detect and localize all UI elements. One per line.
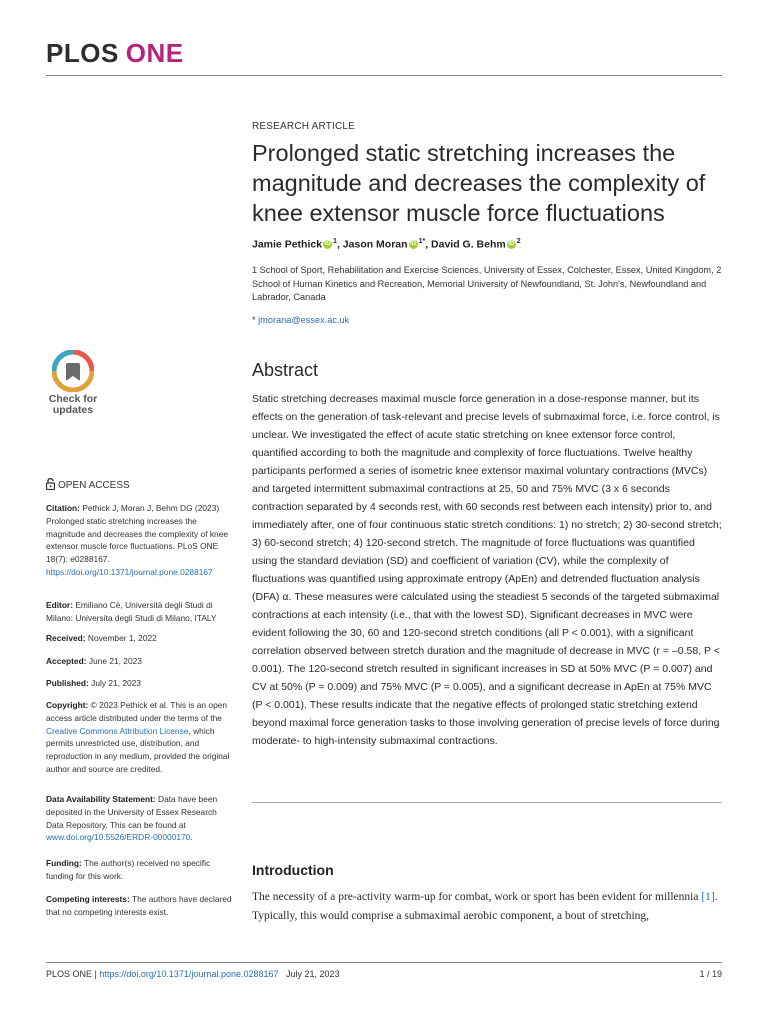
- competing-interests-label: Competing interests:: [46, 894, 130, 904]
- author-affiliation-marker: 1: [333, 238, 337, 245]
- data-availability-text: Data have been deposited in the University of Essex Research Data Repository. This can be found at: [46, 794, 218, 830]
- author-list: Jamie Pethick iD $^1$, Jason Moran iD $^{1*}$, David G. Behm iD $^2$: [252, 238, 521, 251]
- accepted-date: [46, 655, 234, 668]
- logo-plos: PLOS: [46, 38, 119, 68]
- open-access-label: OPEN ACCESS: [58, 480, 130, 491]
- email-link[interactable]: jmorana@essex.ac.uk: [258, 315, 350, 325]
- abstract-text: Static stretching decreases maximal muscle force generation in a dose-response manner, but its effects on the generation of task-relevant and precise levels of submaximal force, i.e. force control, is unclear. We investigated the effect of acute static stretching on knee extensor force control, quantified according to both the magnitude and complexity of force fluctuations. Twelve healthy participants performed a series of isometric knee extensor maximal voluntary contractions (MVCs) and targeted intermittent submaximal contractions at 25, 50 and 75% MVC (3 x 6 seconds contraction separated by 4 seconds rest, with 60 seconds rest between each intensity) prior to, and immediately after, one of four continuous static stretch conditions: 1) no stretch; 2) 30-second stretch; 3) 60-second stretch; 4) 120-second stretch. The magnitude of force fluctuations was quantified using the standard deviation (SD) and coefficient of variation (CV), while the complexity of fluctuations was quantified using approximate entropy (ApEn) and detrended fluctuation analysis (DFA) α. These measures were calculated using the steadiest 5 seconds of the targeted submaximal contractions at each intensity (i.e., that with the lowest SD). Significant decreases in MVC were evident following the 30, 60 and 120-second stretch conditions (all P < 0.001), with a significant correlation observed between stretch duration and the magnitude of decrease in MVC (r = –0.58, P < 0.001). The 120-second stretch resulted in significant increases in SD at 50% MVC (P = 0.007) and CV at 50% (P = 0.009) and 75% MVC (P = 0.005), and a significant decrease in ApEn at 75% MVC (P < 0.001). These results indicate that the negative effects of prolonged static stretching extend beyond maximal force generation tasks to those involving generation of precise levels of force during moderate- to high-intensity submaximal contractions.: [252, 393, 722, 747]
- author-affiliation-marker: 1*: [418, 238, 426, 245]
- data-availability-end: .: [190, 832, 193, 843]
- citation-block: [46, 502, 234, 579]
- competing-interests-block: [46, 893, 234, 919]
- check-for-updates-badge[interactable]: [45, 350, 101, 416]
- copyright-label: Copyright:: [46, 700, 89, 710]
- orcid-icon[interactable]: iD: [508, 241, 515, 248]
- header-divider: [46, 75, 722, 76]
- funding-block: [46, 857, 234, 883]
- orcid-icon[interactable]: iD: [324, 241, 331, 248]
- footer-divider: [46, 962, 722, 963]
- data-doi-link[interactable]: www.doi.org/10.5526/ERDR-00000170: [46, 832, 191, 843]
- footer-date: July 21, 2023: [286, 969, 340, 979]
- check-for-updates-label: Check for updates: [48, 393, 98, 416]
- received-value: November 1, 2022: [87, 633, 157, 643]
- orcid-icon[interactable]: iD: [410, 241, 417, 248]
- author-name[interactable]: Jason Moran: [342, 238, 408, 251]
- reference-link[interactable]: [1]: [701, 891, 715, 903]
- license-link[interactable]: Creative Commons Attribution License: [46, 725, 189, 736]
- logo-one: ONE: [125, 38, 184, 68]
- funding-label: Funding:: [46, 858, 82, 868]
- copyright-text-end: , which permits unrestricted use, distribution, and reproduction in any medium, provided the original author and source are credited.: [46, 725, 230, 774]
- data-availability-label: Data Availability Statement:: [46, 794, 156, 804]
- introduction-text-start: The necessity of a pre-activity warm-up for combat, work or sport has been evident for millennia: [252, 891, 702, 903]
- competing-interests-text: The authors have declared that no competing interests exist.: [46, 894, 232, 917]
- article-type: RESEARCH ARTICLE: [252, 121, 356, 132]
- author-affiliation-marker: 2: [516, 238, 521, 245]
- article-title: Prolonged static stretching increases the magnitude and decreases the complexity of knee extensor muscle force fluctuations: [252, 140, 706, 226]
- affiliations: 1 School of Sport, Rehabilitation and Exercise Sciences, University of Essex, Colchester, Essex, United Kingdom, 2 School of Human Kinetics and Recreation, Memorial University of Newfoundland, St. John's, Newfoundland and Labrador, Canada: [252, 265, 722, 302]
- copyright-text: © 2023 Pethick et al. This is an open access article distributed under the terms of the: [46, 700, 228, 723]
- corresponding-email: [252, 315, 722, 325]
- journal-logo: [46, 38, 184, 69]
- page-number: 1 / 19: [699, 969, 722, 979]
- citation-doi-link[interactable]: https://doi.org/10.1371/journal.pone.0288167: [46, 566, 213, 577]
- introduction-text: [252, 888, 722, 926]
- accepted-value: June 21, 2023: [88, 656, 142, 666]
- footer-doi-link[interactable]: https://doi.org/10.1371/journal.pone.0288167: [99, 969, 279, 979]
- author-name[interactable]: Jamie Pethick: [252, 238, 323, 251]
- received-label: Received:: [46, 633, 86, 643]
- abstract-heading: Abstract: [252, 360, 319, 380]
- copyright-block: [46, 699, 234, 776]
- editor-label: Editor:: [46, 600, 73, 610]
- introduction-text-end: . Typically, this would comprise a submaximal aerobic component, a bout of stretching,: [252, 891, 718, 922]
- editor-text: Emiliano Cè, Università degli Studi di Milano: Universita degli Studi di Milano, ITALY: [46, 600, 217, 623]
- accepted-label: Accepted:: [46, 656, 87, 666]
- footer-separator: |: [92, 969, 100, 979]
- data-availability-block: [46, 793, 234, 844]
- received-date: [46, 632, 234, 645]
- open-lock-icon: [46, 478, 55, 490]
- open-access-badge: [46, 478, 130, 491]
- published-value: July 21, 2023: [91, 678, 141, 688]
- introduction-heading: Introduction: [252, 862, 334, 878]
- citation-text: Pethick J, Moran J, Behm DG (2023) Prolonged static stretching increases the magnitude and decreases the complexity of knee extensor muscle force fluctuations. PLoS ONE 18(7): e0288167.: [46, 503, 229, 565]
- editor-block: [46, 599, 234, 625]
- abstract-divider: [252, 802, 722, 803]
- check-for-updates-icon: [52, 350, 94, 392]
- author-name[interactable]: David G. Behm: [431, 238, 506, 251]
- citation-label: Citation:: [46, 503, 80, 513]
- footer-journal: PLOS ONE: [46, 969, 93, 979]
- page-footer: [46, 969, 340, 979]
- published-date: [46, 677, 234, 690]
- published-label: Published:: [46, 678, 89, 688]
- email-marker: *: [252, 315, 256, 325]
- funding-text: The author(s) received no specific funding for this work.: [46, 858, 211, 881]
